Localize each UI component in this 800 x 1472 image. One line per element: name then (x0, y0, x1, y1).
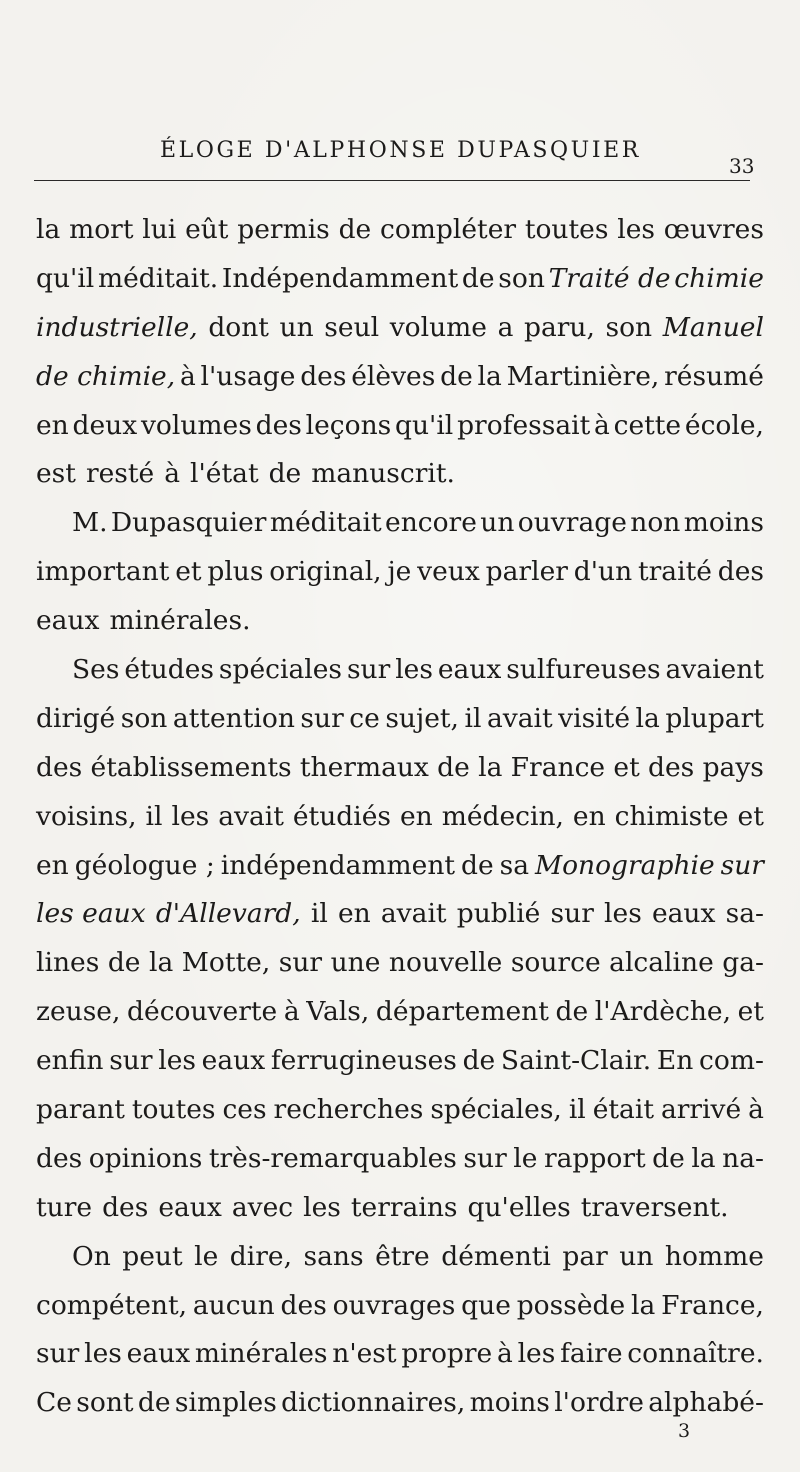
word: voisins, (36, 800, 137, 832)
word: les (395, 654, 433, 686)
word: à (164, 458, 181, 490)
word: de (462, 1045, 496, 1077)
word: et (613, 751, 640, 783)
word: France (510, 751, 606, 783)
word: avait (380, 898, 447, 930)
word: et (737, 800, 764, 832)
word: a (497, 311, 514, 343)
word: la (631, 1289, 656, 1321)
word: encore (385, 507, 477, 539)
word: eaux (201, 1045, 266, 1077)
word: méditait. (97, 262, 219, 294)
word: ferrugineuses (270, 1045, 457, 1077)
text-line (36, 255, 764, 304)
word: plupart (665, 702, 764, 734)
word: son (120, 702, 168, 734)
paragraph (36, 499, 764, 646)
word: les (617, 214, 655, 245)
text-line (36, 1379, 764, 1428)
word: ouvrage (517, 507, 627, 539)
word: la (635, 702, 660, 734)
word: étudiés (292, 800, 391, 832)
word: moins (469, 1387, 550, 1419)
word: de (137, 1387, 171, 1419)
word: dictionnaires, (281, 1387, 466, 1419)
word: en (36, 849, 69, 881)
word: ces (222, 1094, 267, 1126)
word: les eaux (36, 898, 146, 930)
word: la (478, 751, 503, 783)
word: il (464, 702, 482, 734)
word: en (572, 800, 606, 832)
word: les (84, 1338, 122, 1370)
word: est (36, 458, 76, 490)
word: com- (699, 1045, 764, 1077)
word: traversent. (580, 1191, 729, 1223)
text-line (36, 1184, 764, 1233)
word: eût (185, 214, 229, 245)
word: Motte, (181, 947, 271, 979)
word: non (630, 507, 681, 539)
word: des (36, 751, 83, 783)
word: la (148, 947, 174, 979)
word: et (175, 556, 202, 588)
text-line (36, 1282, 764, 1331)
word: minérales. (109, 605, 251, 637)
word: des (255, 409, 302, 441)
word: arrivé (660, 1094, 742, 1126)
word: un (619, 1240, 654, 1272)
word: d'un (573, 556, 633, 588)
word: compléter (380, 214, 517, 245)
word: sur (278, 947, 323, 979)
word: sur (300, 702, 344, 734)
word: école, (684, 409, 764, 441)
word: un (279, 311, 314, 343)
word: M. (72, 507, 108, 539)
word: ouvrages (332, 1289, 456, 1321)
text-line (36, 890, 764, 939)
paragraph (36, 1233, 764, 1429)
word: de (555, 996, 589, 1028)
word: propre (401, 1338, 493, 1370)
word: ga- (722, 947, 764, 979)
text-line (36, 450, 764, 499)
word: son (498, 262, 545, 294)
word: de (338, 214, 372, 245)
word: sujet, (385, 702, 459, 734)
word: pays (702, 751, 764, 783)
text-line (36, 1233, 764, 1282)
word: na- (722, 1142, 764, 1174)
word: qu'il (395, 409, 454, 441)
word: à (748, 1094, 764, 1126)
word: moins (683, 507, 764, 539)
word: à (283, 996, 300, 1028)
text-line (36, 744, 764, 793)
word: l'état (190, 458, 259, 490)
word: découverte (127, 996, 278, 1028)
text-line (36, 793, 764, 842)
word: par (562, 1240, 608, 1272)
word: avait (218, 800, 284, 832)
paragraph (36, 206, 764, 499)
word: nouvelle (388, 947, 503, 979)
word: dirigé (36, 702, 116, 734)
word: Vals, (306, 996, 370, 1028)
word: des (280, 1289, 327, 1321)
word: France, (661, 1289, 764, 1321)
word: lui (142, 214, 177, 245)
word: des (648, 751, 695, 783)
word: qu'il (36, 262, 95, 294)
word: peut (122, 1240, 183, 1272)
word: le (513, 1142, 538, 1174)
word: en (337, 898, 371, 930)
word: Dupasquier (110, 507, 267, 539)
word: Indépendamment (221, 262, 459, 294)
word: être (375, 1240, 430, 1272)
word: deux (72, 409, 138, 441)
word: il (145, 800, 163, 832)
word: compétent, (36, 1289, 188, 1321)
word: il (310, 898, 328, 930)
word: démenti (441, 1240, 551, 1272)
word: les (303, 1191, 341, 1223)
word: était (592, 1094, 654, 1126)
word: Monographie (534, 849, 715, 881)
word: ce (349, 702, 380, 734)
word: œuvres (663, 214, 764, 245)
word: lines (36, 947, 100, 979)
word: indépendamment (220, 849, 456, 881)
text-line (36, 353, 764, 402)
word: dont (208, 311, 269, 343)
word: l'usage (200, 360, 296, 392)
word: volumes (140, 409, 252, 441)
word: rapport (543, 1142, 646, 1174)
word: sa (499, 849, 529, 881)
word: très-remarquables (208, 1142, 457, 1174)
word: un (480, 507, 515, 539)
word: des (102, 1191, 149, 1223)
word: En (656, 1045, 694, 1077)
word: à (496, 1338, 513, 1370)
word: professait (457, 409, 591, 441)
word: sur (346, 654, 391, 686)
word: de (440, 360, 473, 392)
word: faire (560, 1338, 623, 1370)
word: les (171, 800, 210, 832)
text-line (36, 206, 764, 255)
word: parler (485, 556, 568, 588)
word: important (36, 556, 170, 588)
word: paru, (523, 311, 595, 343)
word: méditait (269, 507, 382, 539)
word: recherches (273, 1094, 424, 1126)
word: veux (417, 556, 480, 588)
word: en (399, 800, 433, 832)
word: eaux (158, 1191, 222, 1223)
word: spéciales, (430, 1094, 562, 1126)
word: les (604, 898, 642, 930)
text-line (36, 646, 764, 695)
text-line (36, 597, 764, 646)
text-line (36, 1135, 764, 1184)
word: possède (516, 1289, 626, 1321)
word: eaux (126, 1338, 191, 1370)
word: industrielle, (36, 311, 198, 343)
word: resté (85, 458, 155, 490)
body-text (36, 206, 764, 1428)
word: Traité de (548, 262, 671, 294)
word: publié (456, 898, 541, 930)
word: la (691, 1142, 716, 1174)
word: sur (36, 1338, 80, 1370)
word: les (158, 1045, 196, 1077)
word: zeuse, (36, 996, 121, 1028)
word: études (124, 654, 214, 686)
word: eaux (651, 898, 716, 930)
word: de (461, 262, 495, 294)
word: terrains (350, 1191, 458, 1223)
word: eaux (437, 654, 502, 686)
word: le (194, 1240, 219, 1272)
word: connaître. (627, 1338, 764, 1370)
page-number: 33 (729, 154, 755, 178)
word: son (605, 311, 653, 343)
word: volume (389, 311, 487, 343)
word: sur (550, 898, 594, 930)
text-line (36, 499, 764, 548)
text-line (36, 548, 764, 597)
word: à (179, 360, 196, 392)
word: On (72, 1240, 111, 1272)
paragraph (36, 646, 764, 1233)
word: dire, (229, 1240, 293, 1272)
word: chimie (674, 262, 764, 294)
running-title: ÉLOGE D'ALPHONSE DUPASQUIER (160, 138, 641, 163)
text-line (36, 842, 764, 891)
word: département (375, 996, 549, 1028)
word: original, (269, 556, 382, 588)
word: Saint-Clair. (500, 1045, 652, 1077)
word: chimiste (614, 800, 729, 832)
word: l'ordre (554, 1387, 644, 1419)
word: leçons (305, 409, 392, 441)
word: sur (463, 1142, 507, 1174)
word: opinions (88, 1142, 203, 1174)
word: alcaline (609, 947, 714, 979)
word: mort (69, 214, 134, 245)
word: établissements (90, 751, 292, 783)
word: l'Ardèche, (594, 996, 731, 1028)
text-line (36, 988, 764, 1037)
text-line (36, 695, 764, 744)
word: géologue ; (74, 849, 215, 881)
text-line (36, 939, 764, 988)
word: seul (324, 311, 380, 343)
word: simples (174, 1387, 277, 1419)
word: avec (231, 1191, 294, 1223)
word: d'Allevard, (155, 898, 301, 930)
word: avait (486, 702, 553, 734)
word: n'est (332, 1338, 397, 1370)
word: il (568, 1094, 586, 1126)
word: plus (207, 556, 264, 588)
word: sa- (725, 898, 764, 930)
word: sulfureuses (506, 654, 661, 686)
word: et (737, 996, 764, 1028)
word: des (717, 556, 764, 588)
word: enfin (36, 1045, 104, 1077)
word: une (330, 947, 381, 979)
word: la (36, 214, 61, 245)
word: attention (172, 702, 295, 734)
text-line (36, 1086, 764, 1135)
word: à (594, 409, 610, 441)
word: des (36, 1142, 83, 1174)
word: toutes (524, 214, 609, 245)
word: les (517, 1338, 556, 1370)
word: avaient (665, 654, 764, 686)
word: médecin, (441, 800, 564, 832)
word: permis (237, 214, 330, 245)
word: résumé (664, 360, 764, 392)
word: sans (303, 1240, 364, 1272)
header-rule (34, 180, 750, 181)
word: élèves (351, 360, 436, 392)
word: aucun (192, 1289, 275, 1321)
word: toutes (131, 1094, 216, 1126)
word: des (300, 360, 347, 392)
word: alphabé- (648, 1387, 764, 1419)
word: manuscrit. (311, 458, 455, 490)
word: eaux (36, 605, 100, 637)
word: sur (720, 849, 764, 881)
word: je (387, 556, 412, 588)
word: homme (664, 1240, 764, 1272)
word: source (510, 947, 601, 979)
word: visité (558, 702, 631, 734)
text-line (36, 304, 764, 353)
word: que (461, 1289, 511, 1321)
word: de (461, 849, 494, 881)
signature-mark: 3 (678, 1420, 691, 1442)
text-line (36, 1330, 764, 1379)
word: de (107, 947, 141, 979)
text-line (36, 402, 764, 451)
word: minérales (194, 1338, 328, 1370)
word: la (477, 360, 502, 392)
word: de (652, 1142, 685, 1174)
word: traité (637, 556, 712, 588)
word: de (437, 751, 470, 783)
word: cette (613, 409, 682, 441)
word: de chimie, (36, 360, 176, 392)
word: spéciales (218, 654, 343, 686)
text-line (36, 1037, 764, 1086)
word: sur (109, 1045, 153, 1077)
word: Ses (72, 654, 120, 686)
word: Martinière, (506, 360, 660, 392)
word: parant (36, 1094, 125, 1126)
word: Ce (36, 1387, 72, 1419)
word: de (268, 458, 302, 490)
word: qu'elles (467, 1191, 571, 1223)
word: thermaux (299, 751, 429, 783)
word: en (36, 409, 69, 441)
word: ture (36, 1191, 93, 1223)
word: Manuel (662, 311, 764, 343)
word: sont (76, 1387, 134, 1419)
